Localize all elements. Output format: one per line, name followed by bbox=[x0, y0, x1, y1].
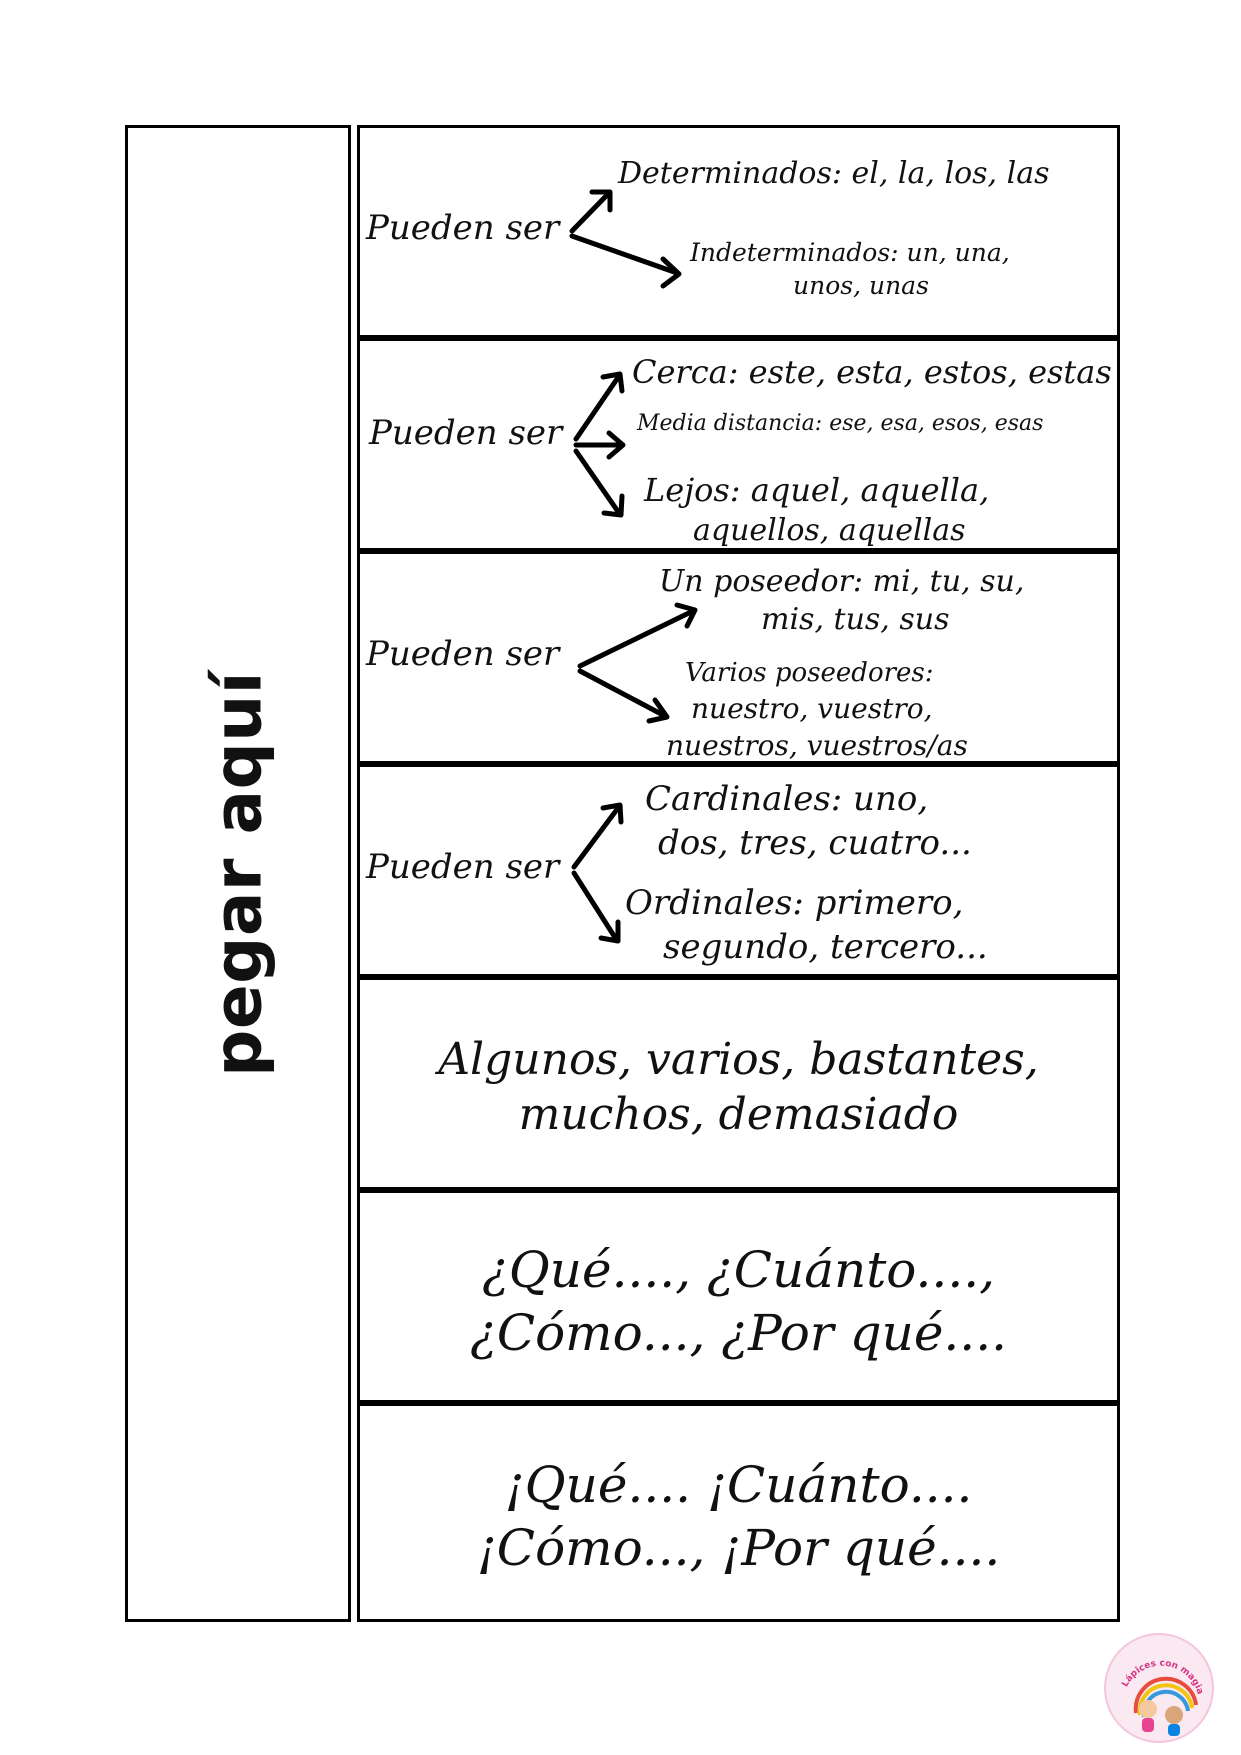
flap-possessives bbox=[357, 551, 1120, 764]
branch-cerca: Cerca: este, esta, estos, estas bbox=[632, 353, 1112, 391]
branch-ordinales-1: Ordinales: primero, bbox=[625, 883, 964, 923]
branch-varios-poseedores-3: nuestros, vuestros/as bbox=[666, 729, 968, 762]
flap-demonstratives bbox=[357, 338, 1120, 551]
flap-numerals bbox=[357, 764, 1120, 977]
branch-cardinales-1: Cardinales: uno, bbox=[645, 779, 929, 819]
branch-indeterminados-2: unos, unas bbox=[793, 271, 929, 300]
flap-text bbox=[360, 1239, 1117, 1364]
branch-varios-poseedores-1: Varios poseedores: bbox=[685, 658, 934, 688]
glue-tab bbox=[125, 125, 351, 1622]
branch-lejos-1: Lejos: aquel, aquella, bbox=[644, 471, 990, 509]
flap-text-line: ¿Cómo..., ¿Por qué.... bbox=[470, 1303, 1007, 1362]
flap-text-line: ¡Qué.... ¡Cuánto.... bbox=[504, 1456, 973, 1514]
flap-text-line: ¿Qué...., ¿Cuánto...., bbox=[481, 1241, 995, 1299]
branch-indeterminados-1: Indeterminados: un, una, bbox=[690, 238, 1010, 267]
branch-cardinales-2: dos, tres, cuatro... bbox=[658, 823, 972, 863]
logo-text: Lápices con magia bbox=[1120, 1658, 1205, 1696]
flap-interrogatives bbox=[357, 1190, 1120, 1403]
flap-lead: Pueden ser bbox=[369, 413, 563, 453]
branch-un-poseedor-2: mis, tus, sus bbox=[761, 602, 950, 637]
branch-media-distancia: Media distancia: ese, esa, esos, esas bbox=[637, 411, 1044, 436]
branch-determinados: Determinados: el, la, los, las bbox=[618, 156, 1050, 191]
flap-lead: Pueden ser bbox=[366, 208, 560, 248]
flap-articles bbox=[357, 125, 1120, 338]
flap-text bbox=[360, 1454, 1117, 1579]
branch-lejos-2: aquellos, aquellas bbox=[693, 513, 966, 548]
flap-text-line: muchos, demasiado bbox=[518, 1089, 959, 1140]
flap-text-line: ¡Cómo..., ¡Por qué.... bbox=[476, 1518, 1001, 1577]
flap-text bbox=[360, 1032, 1117, 1142]
rainbow-kids-icon bbox=[1106, 1635, 1214, 1743]
flap-lead: Pueden ser bbox=[366, 847, 560, 887]
brand-logo bbox=[1104, 1633, 1214, 1743]
branch-un-poseedor-1: Un poseedor: mi, tu, su, bbox=[659, 564, 1025, 599]
branch-ordinales-2: segundo, tercero... bbox=[663, 927, 988, 967]
flap-exclamatives bbox=[357, 1403, 1120, 1622]
flap-lead: Pueden ser bbox=[366, 634, 560, 674]
branch-varios-poseedores-2: nuestro, vuestro, bbox=[691, 692, 933, 725]
flap-text-line: Algunos, varios, bastantes, bbox=[438, 1034, 1039, 1085]
flap-indefinites bbox=[357, 977, 1120, 1190]
glue-tab-label: pegar aquí bbox=[199, 670, 277, 1077]
